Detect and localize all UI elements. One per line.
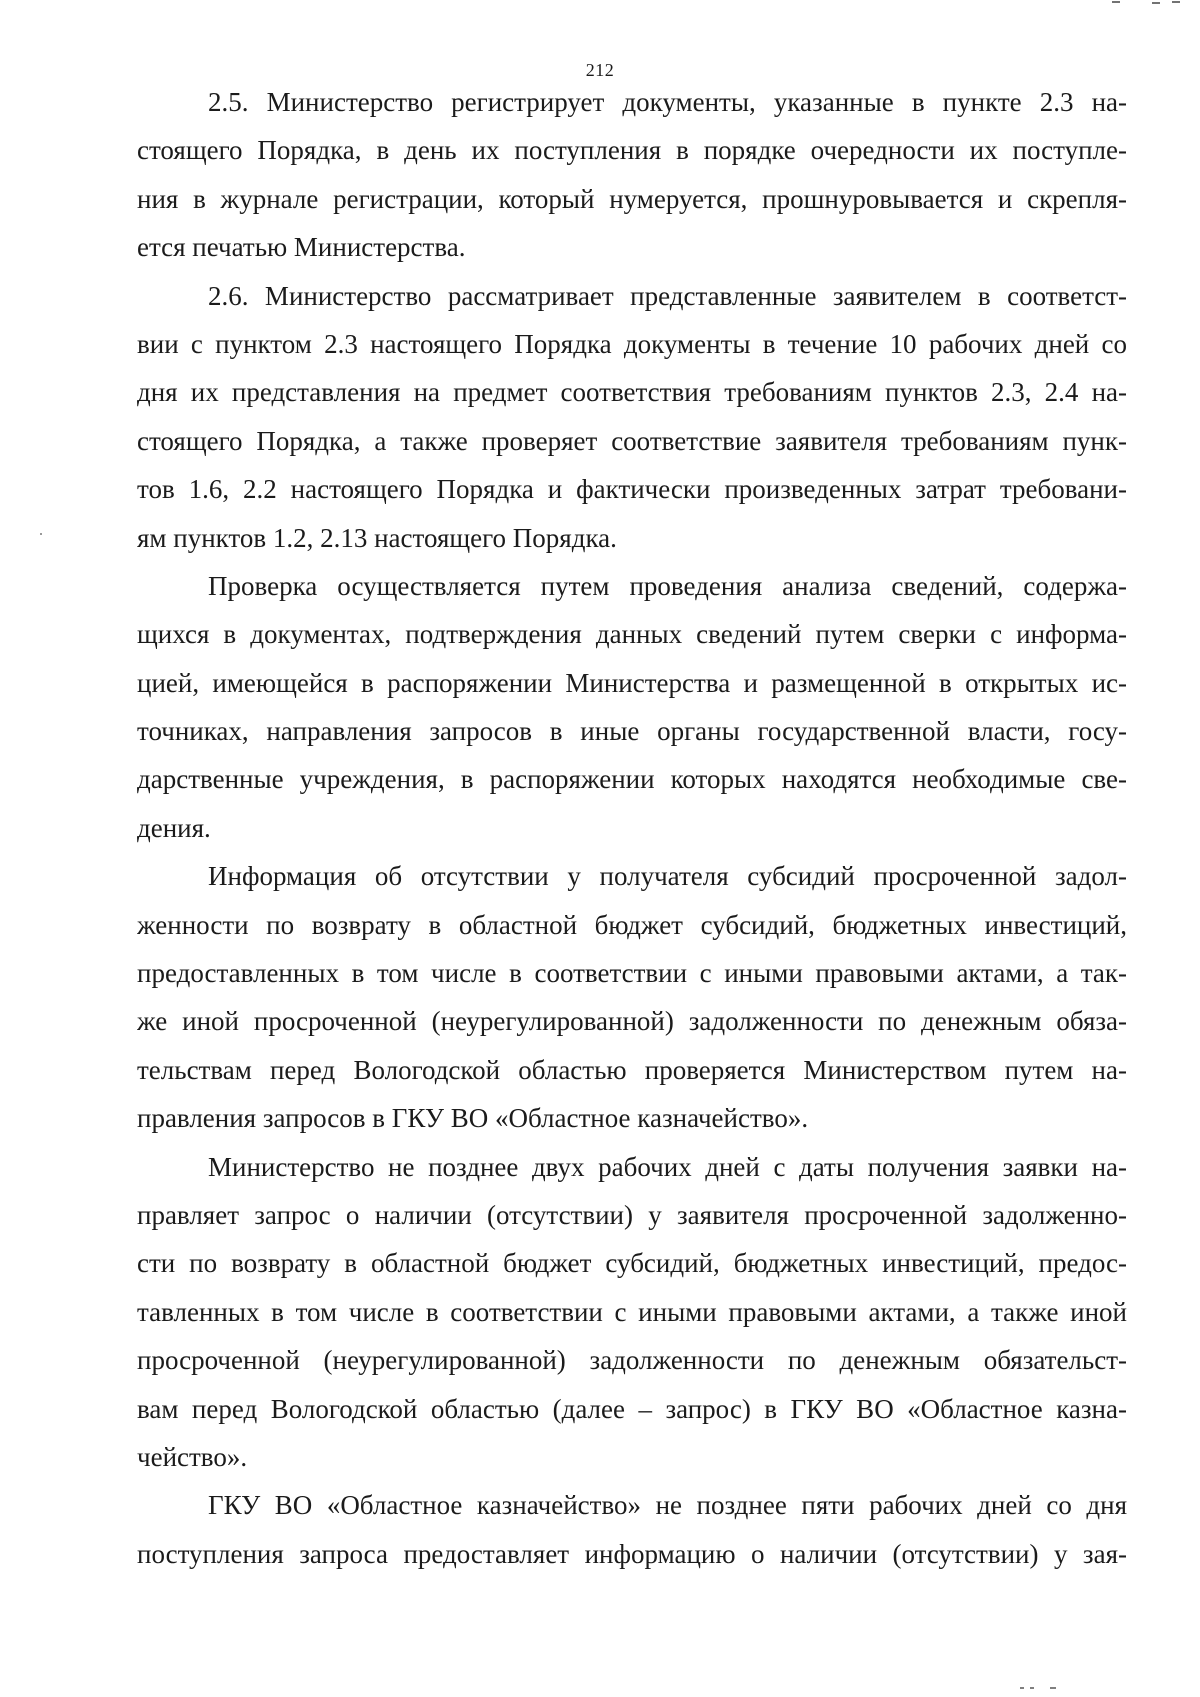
- text-line: дня их представления на предмет соответствия требованиям пунктов 2.3, 2.4 на-: [137, 377, 1127, 408]
- document-body: [137, 78, 1127, 1578]
- text-line: ния в журнале регистрации, который нумеруется, прошнуровывается и скрепля-: [137, 183, 1127, 214]
- text-line: 2.5. Министерство регистрирует документы, указанные в пункте 2.3 на-: [208, 87, 1127, 117]
- text-line: точниках, направления запросов в иные органы государственной власти, госу-: [137, 716, 1127, 747]
- text-line: правляет запрос о наличии (отсутствии) у заявителя просроченной задолженно-: [137, 1199, 1127, 1230]
- text-line: тавленных в том числе в соответствии с иными правовыми актами, а также иной: [137, 1296, 1127, 1327]
- text-line: женности по возврату в областной бюджет субсидий, бюджетных инвестиций,: [137, 909, 1127, 940]
- scan-artifact-mark: [1020, 1685, 1060, 1691]
- scan-speck: [40, 533, 42, 535]
- text-line: тельствам перед Вологодской областью проверяется Министерством путем на-: [137, 1054, 1127, 1085]
- text-line: чейство».: [137, 1441, 248, 1472]
- page-number: 212: [585, 60, 615, 80]
- text-line: же иной просроченной (неурегулированной) задолженности по денежным обяза-: [137, 1006, 1127, 1037]
- text-line: Информация об отсутствии у получателя субсидий просроченной задол-: [208, 861, 1127, 892]
- text-line: Министерство не позднее двух рабочих дней с даты получения заявки на-: [208, 1151, 1127, 1182]
- text-line: правления запросов в ГКУ ВО «Областное казначейство».: [137, 1103, 809, 1134]
- text-line: тов 1.6, 2.2 настоящего Порядка и фактически произведенных затрат требовани-: [137, 474, 1127, 505]
- text-line: вам перед Вологодской областью (далее – запрос) в ГКУ ВО «Областное казна-: [137, 1393, 1127, 1424]
- text-line: вии с пунктом 2.3 настоящего Порядка документы в течение 10 рабочих дней со: [137, 328, 1127, 359]
- text-line: щихся в документах, подтверждения данных сведений путем сверки с информа-: [137, 619, 1127, 650]
- text-line: дарственные учреждения, в распоряжении которых находятся необходимые све-: [137, 764, 1127, 795]
- text-line: Проверка осуществляется путем проведения анализа сведений, содержа-: [208, 570, 1127, 601]
- text-line: стоящего Порядка, в день их поступления в порядке очередности их поступле-: [137, 135, 1127, 166]
- text-line: стоящего Порядка, а также проверяет соответствие заявителя требованиям пунк-: [137, 425, 1127, 456]
- text-line: ям пунктов 1.2, 2.13 настоящего Порядка.: [137, 522, 617, 553]
- text-line: предоставленных в том числе в соответствии с иными правовыми актами, а так-: [137, 958, 1127, 989]
- text-line: просроченной (неурегулированной) задолженности по денежным обязательст-: [137, 1345, 1127, 1376]
- text-line: цией, имеющейся в распоряжении Министерства и размещенной в открытых ис-: [137, 667, 1127, 698]
- text-line: дения.: [137, 812, 211, 843]
- text-line: ется печатью Министерства.: [137, 232, 466, 263]
- text-line: ГКУ ВО «Областное казначейство» не позднее пяти рабочих дней со дня: [208, 1490, 1127, 1521]
- text-line: сти по возврату в областной бюджет субсидий, бюджетных инвестиций, предос-: [137, 1248, 1127, 1279]
- text-line: 2.6. Министерство рассматривает представленные заявителем в соответст-: [208, 280, 1127, 311]
- scan-artifact-mark: [1112, 0, 1182, 6]
- text-line: поступления запроса предоставляет информацию о наличии (отсутствии) у зая-: [137, 1538, 1127, 1569]
